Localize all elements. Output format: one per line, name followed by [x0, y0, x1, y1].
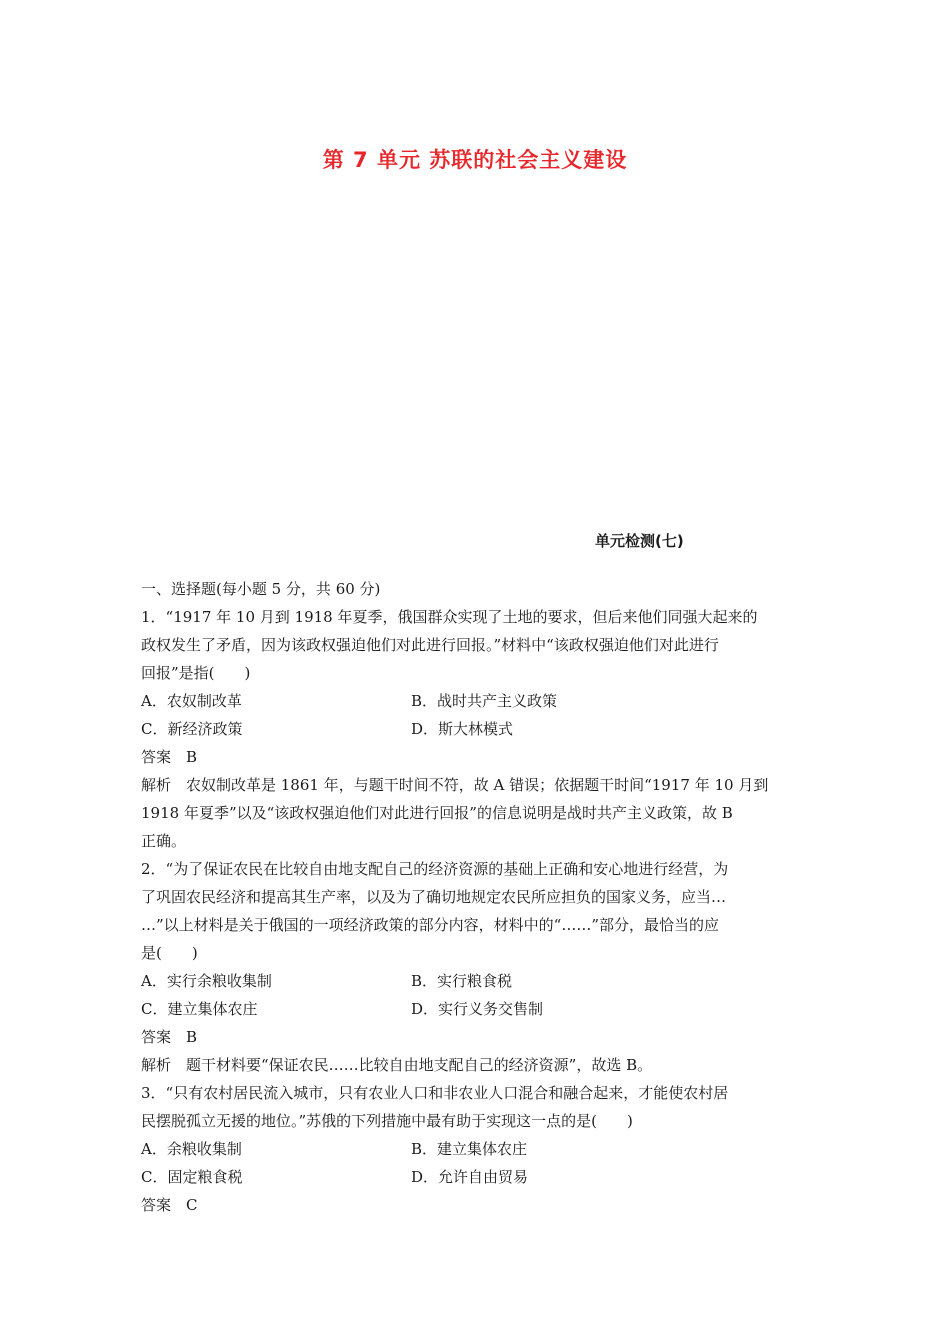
option-b: B．战时共产主义政策	[411, 692, 558, 710]
analysis-line: 解析 农奴制改革是 1861 年，与题干时间不符，故 A 错误；依据题干时间“1917 年 10 月到	[141, 776, 769, 794]
options-row	[141, 995, 811, 1023]
question-2	[141, 855, 811, 1079]
option-a: A．农奴制改革	[141, 692, 242, 710]
options-row	[141, 967, 811, 995]
analysis-line: 1918 年夏季”以及“该政权强迫他们对此进行回报”的信息说明是战时共产主义政策，故 B	[141, 804, 733, 822]
options-row	[141, 1163, 811, 1191]
option-a: A．余粮收集制	[141, 1140, 242, 1158]
question-text-line: 1．“1917 年 10 月到 1918 年夏季，俄国群众实现了土地的要求，但后来他们同强大起来的	[141, 608, 758, 626]
answer: 答案 C	[141, 1196, 198, 1214]
question-text-line: 了巩固农民经济和提高其生产率，以及为了确切地规定农民所应担负的国家义务，应当…	[141, 888, 727, 906]
answer: 答案 B	[141, 748, 198, 766]
question-text-line: 3．“只有农村居民流入城市，只有农业人口和非农业人口混合和融合起来，才能使农村居	[141, 1084, 729, 1102]
option-d: D．实行义务交售制	[411, 1000, 544, 1018]
option-b: B．建立集体农庄	[411, 1140, 528, 1158]
question-text-line: 民摆脱孤立无援的地位。”苏俄的下列措施中最有助于实现这一点的是( )	[141, 1112, 633, 1130]
question-text-line: 回报”是指( )	[141, 664, 251, 682]
option-a: A．实行余粮收集制	[141, 972, 272, 990]
question-text-line: …”以上材料是关于俄国的一项经济政策的部分内容，材料中的“……”部分，最恰当的应	[141, 916, 720, 934]
answer: 答案 B	[141, 1028, 198, 1046]
option-c: C．建立集体农庄	[141, 1000, 258, 1018]
question-1	[141, 603, 811, 855]
question-text-line: 是( )	[141, 944, 198, 962]
question-text-line: 2．“为了保证农民在比较自由地支配自己的经济资源的基础上正确和安心地进行经营，为	[141, 860, 729, 878]
section-title: 单元检测(七)	[595, 532, 684, 550]
option-c: C．固定粮食税	[141, 1168, 243, 1186]
options-row	[141, 687, 811, 715]
option-d: D．允许自由贸易	[411, 1168, 529, 1186]
question-text-line: 政权发生了矛盾，因为该政权强迫他们对此进行回报。”材料中“该政权强迫他们对此进行	[141, 636, 719, 654]
question-3	[141, 1079, 811, 1219]
options-row	[141, 715, 811, 743]
options-row	[141, 1135, 811, 1163]
option-c: C．新经济政策	[141, 720, 243, 738]
analysis-line: 正确。	[141, 832, 187, 850]
document-body	[141, 575, 811, 1219]
option-d: D．斯大林模式	[411, 720, 514, 738]
part-heading: 一、选择题(每小题 5 分，共 60 分)	[141, 580, 381, 598]
analysis-line: 解析 题干材料要“保证农民……比较自由地支配自己的经济资源”，故选 B。	[141, 1056, 653, 1074]
unit-title: 第 7 单元 苏联的社会主义建设	[322, 148, 628, 172]
option-b: B．实行粮食税	[411, 972, 513, 990]
